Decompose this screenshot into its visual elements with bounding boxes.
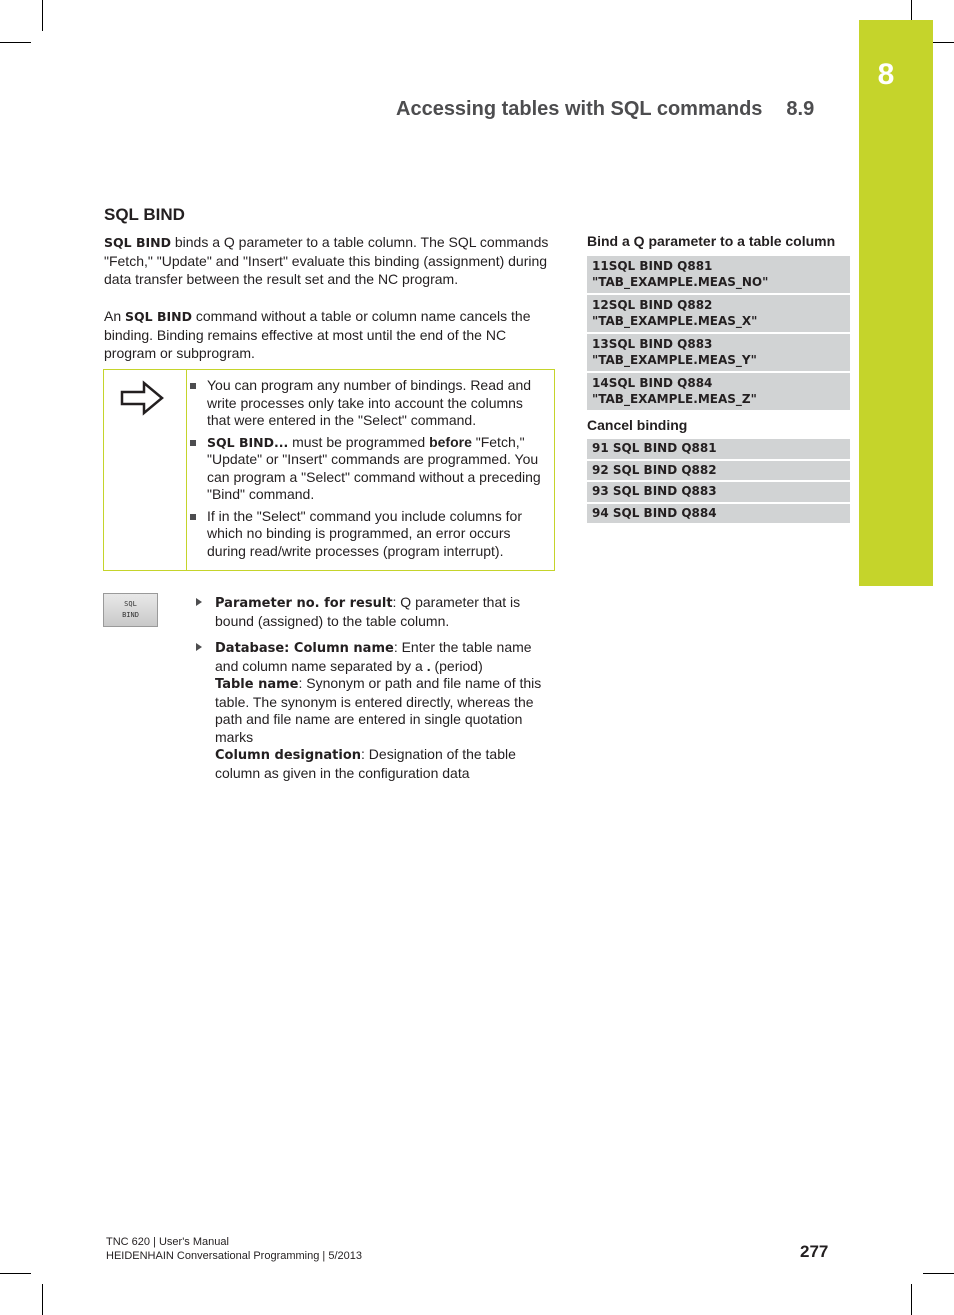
chapter-tab <box>859 20 933 586</box>
note-item <box>188 377 548 430</box>
arrow-right-icon <box>120 380 164 416</box>
page-number: 277 <box>800 1242 829 1261</box>
softkey-line: SQL <box>124 600 137 608</box>
code-text: "TAB_EXAMPLE.MEAS_Y" <box>592 352 757 367</box>
header-section: 8.9 <box>786 98 815 120</box>
code-text: 13SQL BIND Q883 <box>592 337 713 351</box>
code-line <box>587 461 850 481</box>
parameter-item <box>196 639 556 782</box>
code-text: "TAB_EXAMPLE.MEAS_Z" <box>592 391 757 406</box>
inline-command: SQL BIND... <box>207 434 289 450</box>
code-text: 91 SQL BIND Q881 <box>592 441 717 455</box>
intro-paragraph-2 <box>104 307 556 362</box>
parameter-text: : Q parameter that is bound (assigned) to the table column. <box>215 594 521 629</box>
code-text: 94 SQL BIND Q884 <box>592 505 717 520</box>
crop-mark <box>923 1273 954 1274</box>
chapter-number: 8 <box>877 58 895 91</box>
footer-line: TNC 620 | User's Manual <box>106 1236 229 1248</box>
code-text: 14SQL BIND Q884 <box>592 376 713 390</box>
note-item-text: If in the "Select" command you include columns for which no binding is programmed, an error occurs during read/write processes (program interrupt). <box>207 507 522 559</box>
code-line <box>587 439 850 459</box>
note-list <box>188 377 548 564</box>
code-text: "TAB_EXAMPLE.MEAS_NO" <box>592 274 769 289</box>
code-line <box>587 256 850 293</box>
parameter-list <box>196 594 556 791</box>
parameter-text: : Designation of the table column as given in the configuration data <box>215 746 516 781</box>
parameter-sublabel: Column designation <box>215 748 362 763</box>
note-box <box>103 369 555 571</box>
note-item <box>188 434 548 504</box>
section-title: SQL BIND <box>104 205 185 224</box>
crop-mark <box>42 1284 43 1315</box>
inline-command: SQL BIND <box>104 235 171 250</box>
code-text: 11SQL BIND Q881 <box>592 259 713 273</box>
code-text: "TAB_EXAMPLE.MEAS_X" <box>592 313 758 328</box>
parameter-item <box>196 594 556 630</box>
note-divider <box>186 370 187 570</box>
paragraph-text: An <box>104 308 126 324</box>
code-line <box>587 295 850 332</box>
inline-command: SQL BIND <box>125 309 192 324</box>
note-item-emphasis: before <box>429 433 472 450</box>
example-bind-title: Bind a Q parameter to a table column <box>587 233 836 249</box>
parameter-text: : Synonym or path and file name of this table. The synonym is entered directly, whereas the path and file name are entered in single quotation marks <box>215 675 542 745</box>
running-header <box>396 98 814 121</box>
code-line <box>587 482 850 502</box>
note-item-text: "Fetch," "Update" or "Insert" commands are programmed. You can program a "Select" command without a preceding "Bind" command. <box>207 433 541 502</box>
parameter-text: (period) <box>430 657 483 674</box>
code-line <box>587 504 850 524</box>
sql-bind-softkey <box>103 593 158 627</box>
code-line <box>587 334 850 371</box>
paragraph-text: binds a Q parameter to a table column. The SQL commands "Fetch," "Update" and "Insert" evaluate this binding (assignment) during data transfer between the result set and the NC program. <box>104 234 549 287</box>
footer-line: HEIDENHAIN Conversational Programming | 5/2013 <box>106 1250 362 1262</box>
code-text: 92 SQL BIND Q882 <box>592 462 717 477</box>
example-cancel-code <box>587 439 850 525</box>
header-title: Accessing tables with SQL commands <box>396 98 763 120</box>
note-item-text: must be programmed <box>288 433 430 450</box>
note-item <box>188 508 548 561</box>
paragraph-text: command without a table or column name cancels the binding. Binding remains effective at most until the end of the NC program or subprogram. <box>104 308 531 361</box>
code-text: 93 SQL BIND Q883 <box>592 484 717 498</box>
crop-mark <box>0 1273 31 1274</box>
parameter-text: : Enter the table name and column name separated by a <box>215 639 532 674</box>
example-bind-code <box>587 256 850 412</box>
crop-mark <box>911 1284 912 1315</box>
crop-mark <box>0 42 31 43</box>
intro-paragraph-1 <box>104 233 556 288</box>
softkey-line: BIND <box>122 611 139 619</box>
note-item-text: You can program any number of bindings. Read and write processes only take into account the columns that were entered in the "Select" command. <box>207 377 532 428</box>
parameter-label: Parameter no. for result <box>215 596 393 611</box>
example-cancel-title: Cancel binding <box>587 417 688 433</box>
footer <box>106 1235 362 1263</box>
parameter-sublabel: Table name <box>215 677 299 692</box>
code-line <box>587 373 850 410</box>
code-text: 12SQL BIND Q882 <box>592 298 713 312</box>
parameter-separator: . <box>426 657 431 674</box>
parameter-label: Database: Column name <box>215 641 394 656</box>
crop-mark <box>42 0 43 31</box>
